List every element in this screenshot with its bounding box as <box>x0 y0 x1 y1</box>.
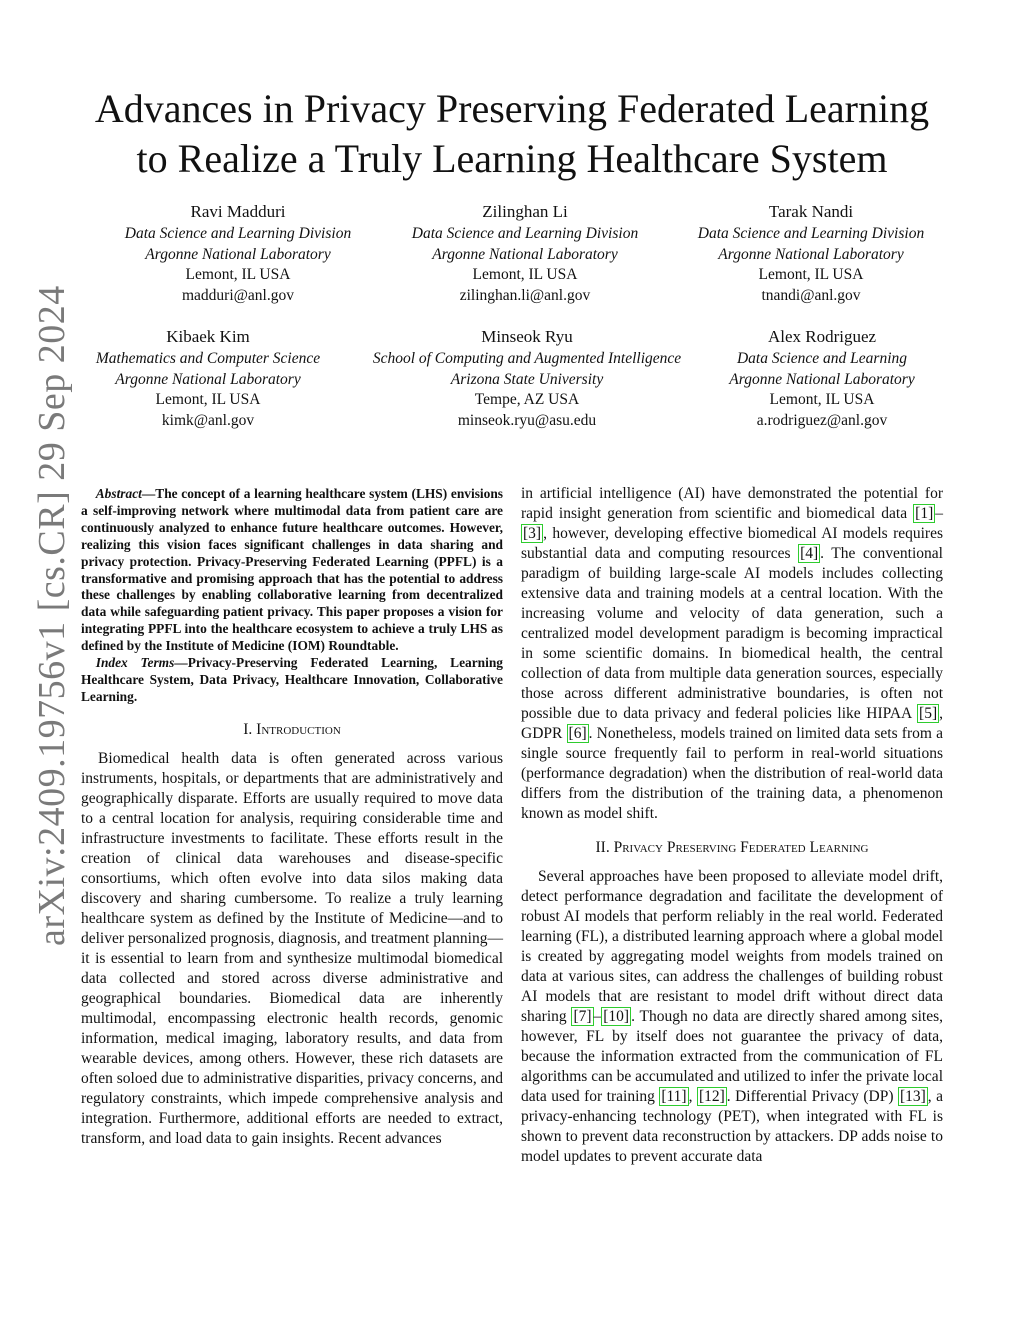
author-block <box>641 200 981 307</box>
text-run: , a privacy-enhancing technology (PET), when integrated with FL is shown to prevent data reconstruction by attackers. DP adds noise to model updates to prevent accurate data <box>521 1088 944 1165</box>
abstract <box>81 486 503 655</box>
author-institution: Arizona State University <box>450 370 604 388</box>
author-name: Tarak Nandi <box>768 202 854 221</box>
author-affiliation: Data Science and Learning <box>736 350 908 367</box>
section-title: Introduction <box>256 720 341 738</box>
author-block <box>38 325 378 432</box>
text-run: . The conventional paradigm of building large-scale AI models includes collecting extensive data and training models at a central location. With the increasing volume and velocity of data generation, such a centralized model development paradigm is becoming impractical in some scientific domains. In biomedical health, the central collection of data from multiple data generation sources, especially those across different administrative boundaries, is often not possible due to data privacy and federal policies like HIPAA <box>521 545 943 722</box>
author-affiliation: Data Science and Learning Division <box>124 225 352 242</box>
section-heading <box>521 838 943 858</box>
section-heading <box>81 720 503 740</box>
text-run: , <box>688 1088 697 1105</box>
author-name: Alex Rodriguez <box>767 327 877 346</box>
section-number: II. <box>595 839 614 856</box>
citation-link[interactable]: [3] <box>523 525 542 542</box>
author-institution: Argonne National Laboratory <box>729 370 915 388</box>
author-affiliation: Mathematics and Computer Science <box>95 350 321 367</box>
ppfl-paragraph <box>521 867 943 1167</box>
citation-link[interactable]: [6] <box>568 725 587 742</box>
intro-paragraph: Biomedical health data is often generated across various instruments, hospitals, or departments that are administratively and geographically disparate. Efforts are usually required to move data to a central location for analysis, requiring considerable time and infrastructure investments to facilitate. These efforts result in the creation of clinical data warehouses and disease-specific consortiums, which often evolve into data silos making data discovery and sharing cumbersome. To realize a truly learning healthcare system as defined by the Institute of Medicine—and to deliver personalized prognosis, diagnosis, and treatment planning—it is essential to learn from and synthesize multimodal biomedical data collected and stored across diverse administrative and geographical boundaries. Biomedical data are inherently multimodal, encompassing electronic health records, genomic information, medical imaging, laboratory results, and data from wearable devices, among others. However, these rich datasets are often soloed due to administrative disparities, privacy concerns, and regulatory constraints, which impede comprehensive analysis and integration. Furthermore, additional efforts are needed to extract, transform, and load data to gain insights. Recent advances <box>81 749 503 1147</box>
author-location: Tempe, AZ USA <box>474 391 580 409</box>
section-title: Privacy Preserving Federated Learning <box>613 839 869 856</box>
author-name: Zilinghan Li <box>482 202 568 221</box>
citation-link[interactable]: [7] <box>573 1008 592 1025</box>
intro-continuation <box>521 484 943 824</box>
author-name: Ravi Madduri <box>190 202 286 221</box>
author-block <box>357 325 697 432</box>
text-run: – <box>593 1008 602 1025</box>
author-affiliation: Data Science and Learning Division <box>697 225 925 242</box>
citation-link[interactable]: [4] <box>800 545 819 562</box>
author-location: Lemont, IL USA <box>155 391 261 409</box>
author-email: zilinghan.li@anl.gov <box>459 287 591 305</box>
citation-link[interactable]: [5] <box>919 705 938 722</box>
author-institution: Argonne National Laboratory <box>145 245 331 263</box>
author-location: Lemont, IL USA <box>758 266 864 284</box>
abstract-label: Abstract <box>95 486 142 501</box>
text-run: . Differential Privacy (DP) <box>726 1088 898 1105</box>
author-name: Kibaek Kim <box>166 327 250 346</box>
author-institution: Argonne National Laboratory <box>718 245 904 263</box>
author-email: tnandi@anl.gov <box>761 287 861 305</box>
text-run: , however, developing effective biomedical AI models requires substantial data and computing resources <box>521 525 943 562</box>
arxiv-identifier: arXiv:2409.19756v1 [cs.CR] 29 Sep 2024 <box>31 285 73 946</box>
section-number: I. <box>243 720 257 738</box>
citation-link[interactable]: [12] <box>698 1088 725 1105</box>
author-affiliation: Data Science and Learning Division <box>411 225 639 242</box>
index-terms <box>81 655 503 706</box>
author-institution: Argonne National Laboratory <box>115 370 301 388</box>
citation-link[interactable]: [11] <box>661 1088 687 1105</box>
index-terms-label: Index Terms <box>95 655 175 671</box>
citation-link[interactable]: [13] <box>899 1088 926 1105</box>
author-email: a.rodriguez@anl.gov <box>756 412 888 430</box>
paper-title <box>0 84 1024 184</box>
left-column <box>81 486 503 1149</box>
author-location: Lemont, IL USA <box>769 391 875 409</box>
text-run: – <box>935 505 943 522</box>
author-block <box>652 325 992 432</box>
citation-link[interactable]: [10] <box>603 1008 630 1025</box>
author-email: minseok.ryu@asu.edu <box>457 412 597 430</box>
author-institution: Argonne National Laboratory <box>432 245 618 263</box>
text-run: . Nonetheless, models trained on limited data sets from a single source frequently fail to perform in real-world situations (performance degradation) when the distribution of real-world data differs from the distribution of the training data, a phenomenon known as model shift. <box>521 725 943 822</box>
citation-link[interactable]: [1] <box>915 505 934 522</box>
author-affiliation: School of Computing and Augmented Intelligence <box>372 350 682 367</box>
title-line-1: Advances in Privacy Preserving Federated Learning <box>94 86 930 131</box>
title-line-2: to Realize a Truly Learning Healthcare System <box>136 136 888 181</box>
index-terms-text: —Privacy-Preserving Federated Learning, Learning Healthcare System, Data Privacy, Healthcare Innovation, Collaborative Learning. <box>81 655 503 704</box>
author-location: Lemont, IL USA <box>185 266 291 284</box>
text-run: . Though no data are directly shared among sites, however, FL by itself does not guarantee the privacy of data, because the information extracted from the communication of FL algorithms can be accumulated and utilized to infer the private local data used for training <box>521 1008 943 1105</box>
text-run: Several approaches have been proposed to alleviate model drift, detect performance degradation and facilitate the development of robust AI models that perform reliably in the real world. Federated learning (FL), a distributed learning approach where a global model is created by aggregating model weights from models trained on data at various sites, can address the challenges of building robust AI models that are resistant to model drift without direct data sharing <box>521 868 943 1025</box>
text-run: in artificial intelligence (AI) have demonstrated the potential for rapid insight generation from scientific and biomedical data <box>521 485 943 522</box>
author-name: Minseok Ryu <box>481 327 573 346</box>
abstract-text: —The concept of a learning healthcare system (LHS) envisions a self-improving network where multimodal data from patient care are continuously analyzed to enhance future healthcare outcomes. However, realizing this vision faces significant challenges in data sharing and privacy protection. Privacy-Preserving Federated Learning (PPFL) is a transformative and promising approach that has the potential to address these challenges by enabling collaborative learning from decentralized data while safeguarding patient privacy. This paper proposes a vision for integrating PPFL into the healthcare ecosystem to achieve a truly LHS as defined by the Institute of Medicine (IOM) Roundtable. <box>81 486 503 654</box>
text-run: , GDPR <box>521 705 943 742</box>
right-column <box>521 484 943 1167</box>
author-location: Lemont, IL USA <box>472 266 578 284</box>
author-email: kimk@anl.gov <box>161 412 255 430</box>
author-email: madduri@anl.gov <box>182 287 294 305</box>
